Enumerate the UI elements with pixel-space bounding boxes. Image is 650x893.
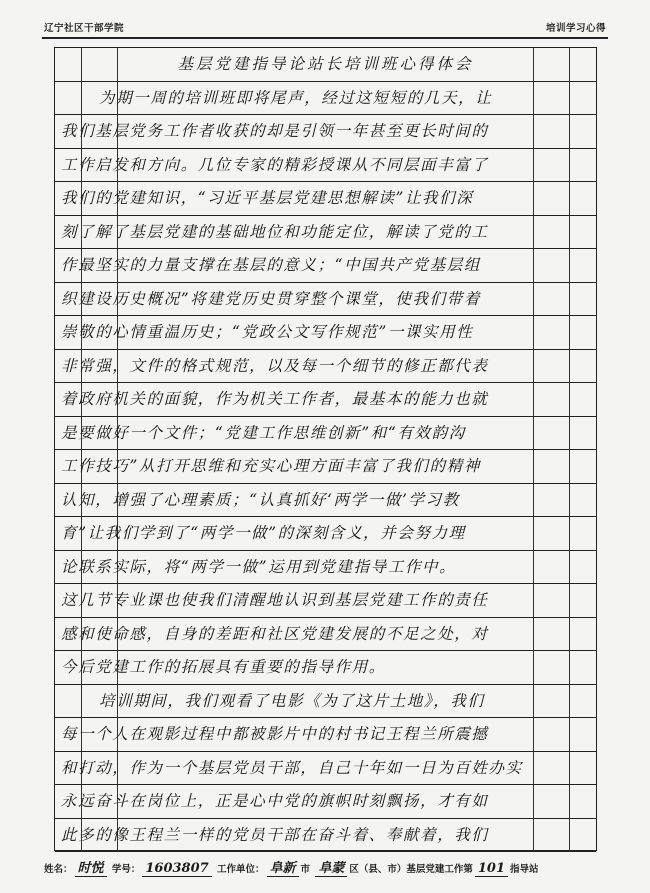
header-doc-type: 培训学习心得	[545, 23, 606, 34]
station-value: 101	[475, 861, 508, 877]
essay-line: 论联系实际，将“两学一做”运用到党建指导工作中。	[55, 551, 596, 585]
essay-line: 今后党建工作的拓展具有重要的指导作用。	[55, 651, 596, 685]
unit-label: 工作单位：	[217, 864, 265, 875]
essay-line: 刻了解了基层党建的基础地位和功能定位，解读了党的工	[55, 216, 596, 250]
essay-line: 我们基层党务工作者收获的却是引领一年甚至更长时间的	[55, 115, 596, 149]
student-id-label: 学号：	[111, 864, 141, 875]
essay-line: 作最坚实的力量支撑在基层的意义；“中国共产党基层组	[55, 249, 596, 283]
essay-line: 崇敬的心情重温历史；“党政公文写作规范”一课实用性	[55, 316, 596, 350]
essay-title: 基层党建指导论站长培训班心得体会	[55, 48, 596, 82]
lined-writing-grid	[54, 47, 597, 851]
city-value: 阜新	[267, 857, 299, 877]
essay-line: 我们的党建知识，“习近平基层党建思想解读”让我们深	[55, 182, 596, 216]
station-suffix: 指导站	[510, 864, 539, 875]
essay-line: 为期一周的培训班即将尾声，经过这短短的几天，让	[55, 82, 596, 116]
city-suffix: 市	[300, 864, 311, 875]
header-institute: 辽宁社区干部学院	[44, 23, 125, 34]
header-rule	[42, 37, 608, 39]
essay-line: 工作技巧”从打开思维和充实心理方面丰富了我们的精神	[55, 450, 596, 484]
essay-line: 织建设历史概况”将建党历史贯穿整个课堂，使我们带着	[55, 283, 596, 317]
essay-line: 此多的像王程兰一样的党员干部在奋斗着、奉献着，我们	[55, 819, 596, 853]
district-suffix: 区（县、市）基层党建工作第	[349, 864, 473, 875]
essay-line: 和打动，作为一个基层党员干部，自己十年如一日为百姓办实	[55, 752, 596, 786]
name-value: 时悦	[75, 857, 107, 877]
essay-line: 育”让我们学到了“两学一做”的深刻含义，并会努力理	[55, 517, 596, 551]
essay-line: 是要做好一个文件；“党建工作思维创新”和“有效韵沟	[55, 417, 596, 451]
essay-line: 感和使命感，自身的差距和社区党建发展的不足之处，对	[55, 618, 596, 652]
essay-line: 认知，增强了心理素质；“认真抓好‘两学一做’学习教	[55, 484, 596, 518]
student-id-value: 1603807	[142, 861, 211, 877]
essay-line: 这几节专业课也使我们清醒地认识到基层党建工作的责任	[55, 584, 596, 618]
essay-line: 每一个人在观影过程中都被影片中的村书记王程兰所震撼	[55, 718, 596, 752]
name-label: 姓名：	[44, 864, 73, 875]
essay-line: 非常强，文件的格式规范，以及每一个细节的修正都代表	[55, 350, 596, 384]
essay-line: 永远奋斗在岗位上，正是心中党的旗帜时刻飘扬，才有如	[55, 785, 596, 819]
essay-line: 培训期间，我们观看了电影《为了这片土地》，我们	[55, 685, 596, 719]
essay-line: 工作启发和方向。几位专家的精彩授课从不同层面丰富了	[55, 149, 596, 183]
essay-line: 着政府机关的面貌，作为机关工作者，最基本的能力也就	[55, 383, 596, 417]
footer-info	[44, 857, 610, 877]
district-value: 阜蒙	[315, 857, 347, 877]
